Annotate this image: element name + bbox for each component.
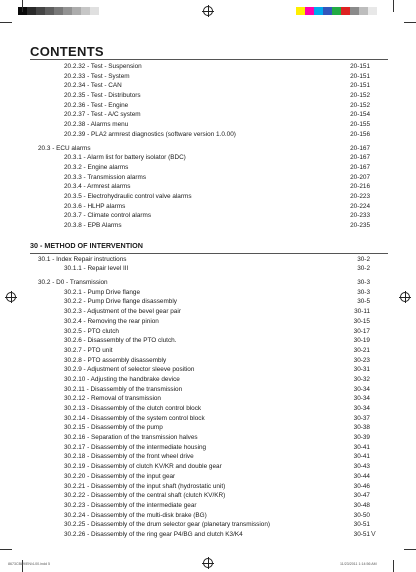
toc-entry-page: 30-37: [353, 414, 370, 422]
toc-entry-page: 20-154: [350, 111, 370, 119]
toc-entry-title: 20.2.34 - Test - CAN: [64, 82, 122, 90]
registration-mark-left-icon: [6, 292, 16, 302]
toc-entry[interactable]: [30, 423, 370, 433]
toc-entry-page: 30-23: [353, 356, 370, 364]
calibration-swatch: [90, 7, 99, 15]
toc-entry[interactable]: [30, 297, 370, 307]
toc-entry-page: 30-34: [353, 395, 370, 403]
toc-entry-page: 30-15: [353, 317, 370, 325]
toc-entry-title: 20.2.36 - Test - Engine: [64, 101, 129, 109]
table-of-contents: [30, 62, 370, 540]
toc-entry[interactable]: [30, 501, 370, 511]
toc-entry-title: 30.2.1 - Pump Drive flange: [64, 288, 141, 296]
toc-entry-title: 20.3.7 - Climate control alarms: [64, 212, 152, 220]
toc-entry-title: 30.2 - D0 - Transmission: [38, 279, 108, 287]
toc-entry-page: 30-32: [353, 375, 370, 383]
toc-entry-page: 20-167: [350, 163, 370, 171]
toc-entry-page: 30-34: [353, 385, 370, 393]
toc-entry-page: 30-46: [353, 482, 370, 490]
toc-entry-title: 20.2.32 - Test - Suspension: [64, 63, 142, 70]
toc-entry-title: 30.2.24 - Disassembly of the multi-disk brake (BG): [64, 511, 207, 519]
toc-entry[interactable]: [30, 192, 370, 202]
page-number: V: [371, 531, 376, 538]
toc-entry-page: 20-223: [350, 192, 370, 200]
toc-entry-title: 30.2.9 - Adjustment of selector sleeve position: [64, 366, 195, 374]
toc-entry-page: 30-19: [353, 337, 370, 345]
calibration-swatch: [323, 7, 332, 15]
toc-entry-page: 30-17: [353, 327, 370, 335]
toc-entry-title: 30.2.13 - Disassembly of the clutch control block: [64, 405, 202, 412]
toc-entry-page: 30-51: [353, 530, 370, 538]
toc-entry-page: 20-156: [350, 130, 370, 138]
toc-entry-page: 30-3: [357, 288, 370, 296]
toc-entry-title: 20.3.5 - Electrohydraulic control valve alarms: [64, 192, 192, 200]
toc-entry-title: 30.2.15 - Disassembly of the pump: [64, 424, 163, 432]
toc-entry-page: 20-155: [350, 121, 370, 129]
calibration-swatch: [72, 7, 81, 15]
toc-entry-title: 30.2.3 - Adjustment of the bevel gear pair: [64, 308, 181, 316]
toc-entry-page: 30-11: [354, 308, 370, 316]
toc-entry-title: 20.2.33 - Test - System: [64, 72, 130, 80]
registration-mark-bottom-icon: [203, 558, 213, 568]
toc-entry-title: 30.1 - Index Repair instructions: [38, 255, 127, 263]
calibration-swatch: [81, 7, 90, 15]
toc-entry-title: 20.2.37 - Test - A/C system: [64, 111, 141, 119]
toc-entry[interactable]: [30, 202, 370, 212]
calibration-swatch: [350, 7, 359, 15]
crop-mark: [404, 22, 416, 23]
toc-entry-page: 30-48: [353, 501, 370, 509]
toc-entry-page: 20-151: [350, 82, 370, 90]
crop-mark: [22, 0, 23, 12]
toc-entry[interactable]: [30, 307, 370, 317]
toc-entry[interactable]: [30, 144, 370, 154]
print-file-name: 8673CB89/EN/4-00.indd 5: [8, 562, 50, 566]
calibration-swatch: [332, 7, 341, 15]
toc-entry-page: 20-216: [350, 183, 370, 191]
toc-entry-title: 30.2.10 - Adjusting the handbrake device: [64, 375, 180, 383]
toc-entry-page: 30-41: [353, 453, 370, 461]
toc-entry-title: 30.2.12 - Removal of transmission: [64, 395, 161, 403]
toc-entry-page: 20-152: [350, 101, 370, 109]
toc-entry-page: 30-2: [357, 255, 370, 263]
toc-entry-title: 30.2.21 - Disassembly of the input shaft (hydrostatic unit): [64, 482, 226, 490]
toc-entry-page: 20-151: [350, 63, 370, 70]
toc-entry[interactable]: [30, 130, 370, 140]
toc-entry-title: 30.2.23 - Disassembly of the intermediate gear: [64, 501, 197, 509]
calibration-swatch: [27, 7, 36, 15]
toc-entry[interactable]: [30, 404, 370, 414]
toc-entry-page: 30-2: [357, 265, 370, 273]
calibration-swatch: [368, 7, 377, 15]
toc-entry[interactable]: [30, 452, 370, 462]
toc-entry[interactable]: [30, 462, 370, 472]
toc-entry-title: 30.2.25 - Disassembly of the drum selector gear (planetary transmission): [64, 521, 271, 529]
toc-entry[interactable]: [30, 385, 370, 395]
calibration-swatch: [314, 7, 323, 15]
toc-entry-title: 30.2.17 - Disassembly of the intermediate housing: [64, 443, 207, 451]
toc-entry-title: 30.2.2 - Pump Drive flange disassembly: [64, 298, 177, 306]
toc-entry-title: 30.2.6 - Disassembly of the PTO clutch.: [64, 337, 177, 345]
toc-entry[interactable]: [30, 414, 370, 424]
calibration-swatch: [45, 7, 54, 15]
toc-entry-title: 20.3.2 - Engine alarms: [64, 163, 129, 171]
toc-entry[interactable]: [30, 110, 370, 120]
toc-entry[interactable]: [30, 91, 370, 101]
toc-entry-page: 30-31: [353, 366, 370, 374]
toc-entry-title: 30.2.18 - Disassembly of the front wheel drive: [64, 453, 194, 461]
crop-mark: [404, 549, 416, 550]
registration-mark-top-icon: [203, 6, 213, 16]
toc-entry[interactable]: [30, 264, 370, 274]
calibration-swatch: [359, 7, 368, 15]
section-rule: [30, 253, 388, 254]
toc-entry[interactable]: [30, 81, 370, 91]
toc-entry[interactable]: [30, 491, 370, 501]
toc-entry-title: 30 - METHOD OF INTERVENTION: [30, 240, 143, 250]
title-rule: [30, 59, 388, 60]
calibration-swatch: [63, 7, 72, 15]
registration-mark-right-icon: [400, 292, 410, 302]
toc-entry[interactable]: [30, 336, 370, 346]
toc-entry-page: 20-233: [350, 212, 370, 220]
toc-entry-page: 30-43: [353, 463, 370, 471]
toc-entry-title: 20.2.38 - Alarms menu: [64, 121, 129, 129]
toc-entry-title: 20.3.6 - HLHP alarms: [64, 202, 126, 210]
toc-entry-title: 20.3.3 - Transmission alarms: [64, 173, 147, 181]
crop-mark: [0, 22, 12, 23]
toc-entry[interactable]: [30, 375, 370, 385]
toc-entry[interactable]: [30, 101, 370, 111]
toc-entry-title: 30.2.22 - Disassembly of the central shaft (clutch KV/KR): [64, 492, 226, 500]
toc-entry-page: 30-41: [353, 443, 370, 451]
toc-entry-page: 30-38: [353, 424, 370, 432]
toc-entry-page: 30-44: [353, 472, 370, 480]
toc-entry-title: 30.2.14 - Disassembly of the system control block: [64, 414, 205, 422]
toc-entry[interactable]: [30, 482, 370, 492]
page-title: CONTENTS: [30, 44, 104, 59]
toc-entry-title: 30.2.7 - PTO unit: [64, 346, 113, 354]
toc-entry-page: 20-224: [350, 202, 370, 210]
toc-entry[interactable]: [30, 72, 370, 82]
toc-entry[interactable]: [30, 62, 370, 72]
toc-entry-page: 30-39: [353, 434, 370, 442]
toc-entry[interactable]: [30, 221, 370, 231]
toc-entry-page: 30-5: [357, 298, 370, 306]
toc-entry-title: 30.1.1 - Repair level III: [64, 265, 129, 273]
crop-mark: [393, 0, 394, 12]
toc-entry-page: 30-51: [353, 521, 370, 529]
toc-entry-title: 20.2.39 - PLA2 armrest diagnostics (software version 1.0.00): [64, 130, 236, 138]
toc-entry[interactable]: [30, 163, 370, 173]
toc-entry-page: 20-151: [350, 72, 370, 80]
toc-entry[interactable]: [30, 433, 370, 443]
calibration-swatch: [341, 7, 350, 15]
toc-entry-title: 30.2.16 - Separation of the transmission halves: [64, 434, 198, 442]
toc-entry[interactable]: [30, 120, 370, 130]
print-timestamp: 11/23/2011 1:14:56 AM: [340, 562, 377, 566]
toc-entry-page: 30-50: [353, 511, 370, 519]
calibration-swatch: [305, 7, 314, 15]
toc-entry[interactable]: [30, 153, 370, 163]
calibration-swatch: [36, 7, 45, 15]
toc-entry-title: 30.2.20 - Disassembly of the input gear: [64, 472, 176, 480]
toc-entry-page: 20-152: [350, 92, 370, 100]
toc-entry-title: 20.3.8 - EPB Alarms: [64, 222, 122, 229]
toc-entry-title: 30.2.19 - Disassembly of clutch KV/KR and double gear: [64, 463, 222, 471]
toc-entry[interactable]: [30, 356, 370, 366]
grayscale-calibration-bar: [18, 7, 99, 15]
toc-entry-title: 30.2.26 - Disassembly of the ring gear P4/BG and clutch K3/K4: [64, 530, 243, 538]
toc-entry[interactable]: [30, 530, 370, 540]
toc-entry-page: 30-21: [353, 346, 370, 354]
toc-entry-title: 30.2.5 - PTO clutch: [64, 327, 119, 335]
toc-entry[interactable]: [30, 211, 370, 221]
toc-entry-page: 20-167: [350, 154, 370, 162]
toc-entry[interactable]: [30, 173, 370, 183]
toc-entry-title: 20.3 - ECU alarms: [38, 144, 91, 152]
toc-entry[interactable]: [30, 346, 370, 356]
toc-entry[interactable]: [30, 327, 370, 337]
toc-entry[interactable]: [30, 520, 370, 530]
toc-entry-title: 20.2.35 - Test - Distributors: [64, 92, 141, 100]
toc-entry[interactable]: [30, 288, 370, 298]
toc-entry[interactable]: [30, 443, 370, 453]
calibration-swatch: [54, 7, 63, 15]
crop-mark: [393, 560, 394, 572]
toc-entry[interactable]: [30, 472, 370, 482]
toc-entry-title: 20.3.1 - Alarm list for battery isolator (BDC): [64, 154, 186, 162]
toc-entry[interactable]: [30, 317, 370, 327]
toc-entry[interactable]: [30, 255, 370, 265]
toc-entry-page: 20-207: [350, 173, 370, 181]
toc-entry[interactable]: [30, 394, 370, 404]
toc-entry[interactable]: [30, 278, 370, 288]
toc-entry-page: 20-167: [350, 144, 370, 152]
toc-entry-page: 30-47: [353, 492, 370, 500]
toc-entry-title: 30.2.11 - Disassembly of the transmission: [64, 385, 183, 393]
toc-entry-title: 20.3.4 - Armrest alarms: [64, 183, 131, 191]
toc-entry[interactable]: [30, 511, 370, 521]
crop-mark: [0, 549, 12, 550]
toc-entry-page: 30-3: [357, 279, 370, 287]
toc-entry-page: 30-34: [353, 405, 370, 412]
toc-entry-title: 30.2.4 - Removing the rear pinion: [64, 317, 159, 325]
calibration-swatch: [296, 7, 305, 15]
toc-entry[interactable]: [30, 365, 370, 375]
toc-section-heading[interactable]: [30, 239, 370, 253]
toc-entry-page: 20-235: [350, 222, 370, 229]
toc-entry[interactable]: [30, 182, 370, 192]
toc-entry-title: 30.2.8 - PTO assembly disassembly: [64, 356, 167, 364]
color-calibration-bar: [296, 7, 377, 15]
